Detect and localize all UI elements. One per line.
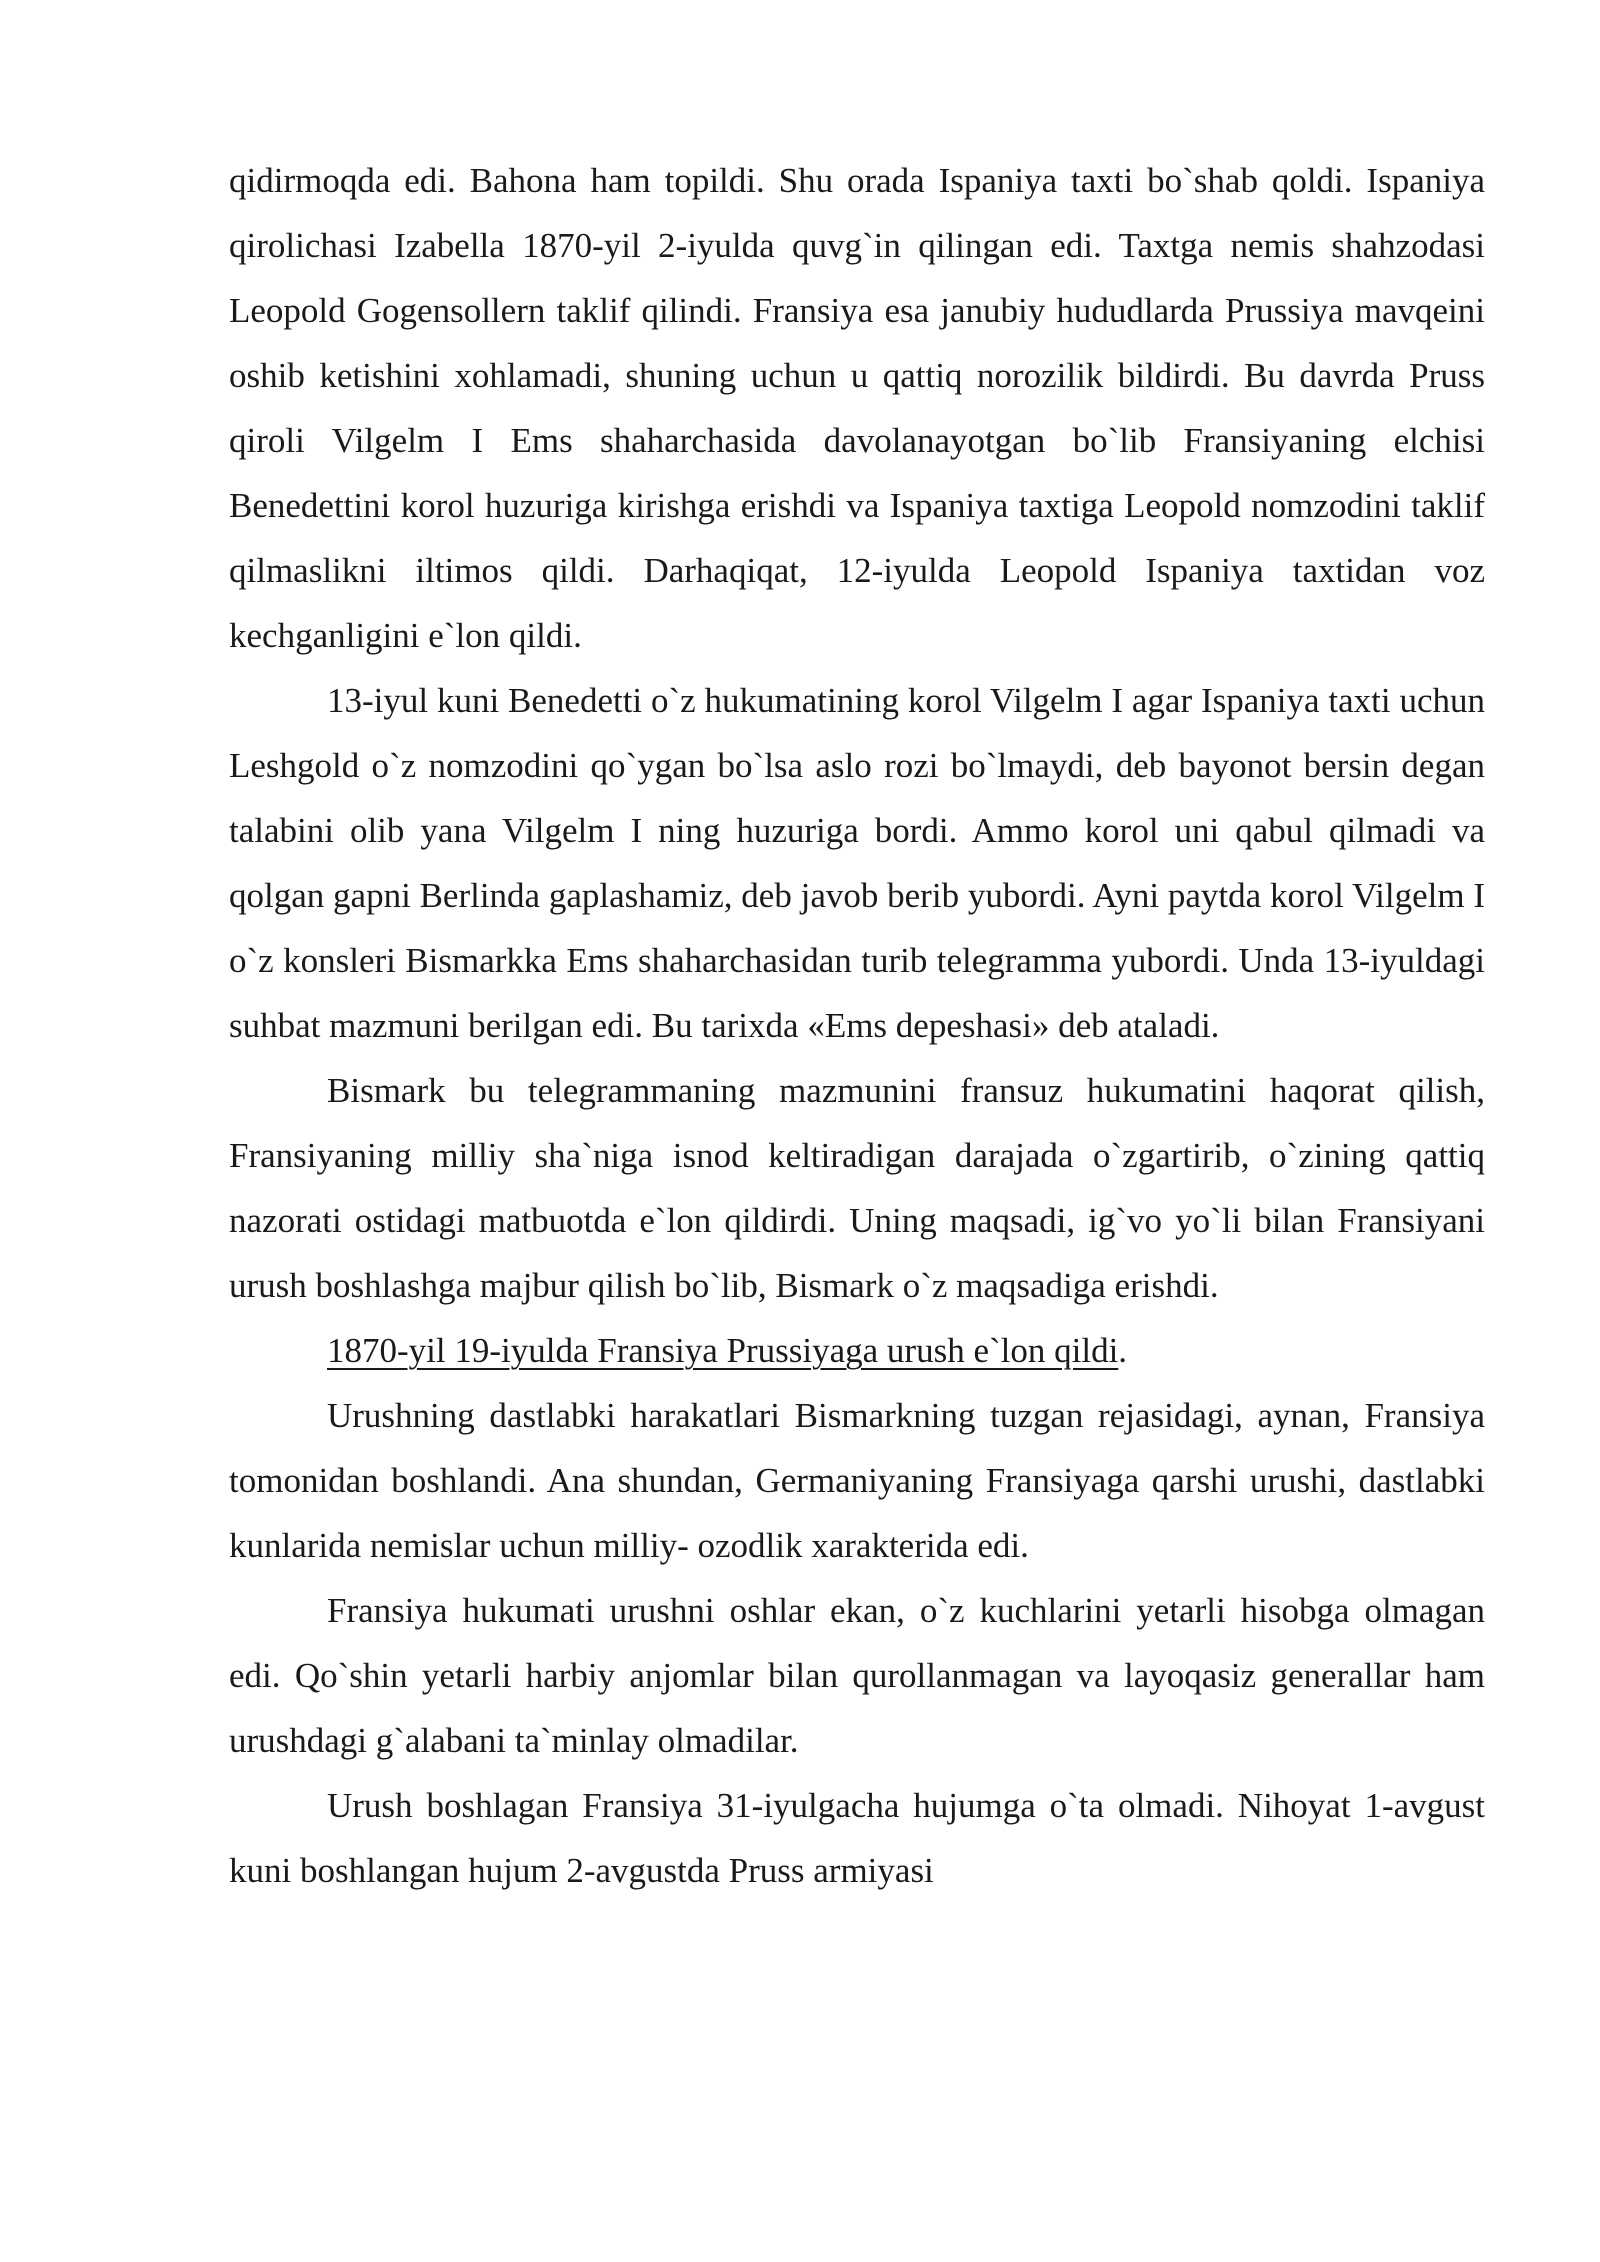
paragraph-4-period: . [1118,1331,1128,1370]
paragraph-4 [229,1318,1485,1383]
paragraph-7: Urush boshlagan Fransiya 31-iyulgacha hujumga o`ta olmadi. Nihoyat 1-avgust kuni boshlangan hujum 2-avgustda Pruss armiyasi [229,1786,1485,1890]
paragraph-3: Bismark bu telegrammaning mazmunini fransuz hukumatini haqorat qilish, Fransiyaning milliy sha`niga isnod keltiradigan darajada o`zgartirib, o`zining qattiq nazorati ostidagi matbuotda e`lon qildirdi. Uning maqsadi, ig`vo yo`li bilan Fransiyani urush boshlashga majbur qilish bo`lib, Bismark o`z maqsadiga erishdi. [229,1071,1485,1305]
document-page [229,148,1485,1903]
paragraph-6: Fransiya hukumati urushni oshlar ekan, o`z kuchlarini yetarli hisobga olmagan edi. Qo`shin yetarli harbiy anjomlar bilan qurollanmagan va layoqasiz generallar ham urushdagi g`alabani ta`minlay olmadilar. [229,1591,1485,1760]
war-declaration-underlined-text: 1870-yil 19-iyulda Fransiya Prussiyaga urush e`lon qildi [327,1331,1119,1370]
paragraph-1: qidirmoqda edi. Bahona ham topildi. Shu orada Ispaniya taxti bo`shab qoldi. Ispaniya qirolichasi Izabella 1870-yil 2-iyulda quvg`in qilingan edi. Taxtga nemis shahzodasi Leopold Gogensollern taklif qilindi. Fransiya esa janubiy hududlarda Prussiya mavqeini oshib ketishini xohlamadi, shuning uchun u qattiq norozilik bildirdi. Bu davrda Pruss qiroli Vilgelm I Ems shaharchasida davolanayotgan bo`lib Fransiyaning elchisi Benedettini korol huzuriga kirishga erishdi va Ispaniya taxtiga Leopold nomzodini taklif qilmaslikni iltimos qildi. Darhaqiqat, 12-iyulda Leopold Ispaniya taxtidan voz kechganligini e`lon qildi. [229,161,1485,655]
paragraph-5: Urushning dastlabki harakatlari Bismarkning tuzgan rejasidagi, aynan, Fransiya tomonidan boshlandi. Ana shundan, Germaniyaning Fransiyaga qarshi urushi, dastlabki kunlarida nemislar uchun milliy- ozodlik xarakterida edi. [229,1396,1485,1565]
paragraph-2: 13-iyul kuni Benedetti o`z hukumatining korol Vilgelm I agar Ispaniya taxti uchun Leshgold o`z nomzodini qo`ygan bo`lsa aslo rozi bo`lmaydi, deb bayonot bersin degan talabini olib yana Vilgelm I ning huzuriga bordi. Ammo korol uni qabul qilmadi va qolgan gapni Berlinda gaplashamiz, deb javob berib yubordi. Ayni paytda korol Vilgelm I o`z konsleri Bismarkka Ems shaharchasidan turib telegramma yubordi. Unda 13-iyuldagi suhbat mazmuni berilgan edi. Bu tarixda «Ems depeshasi» deb ataladi. [229,681,1485,1045]
